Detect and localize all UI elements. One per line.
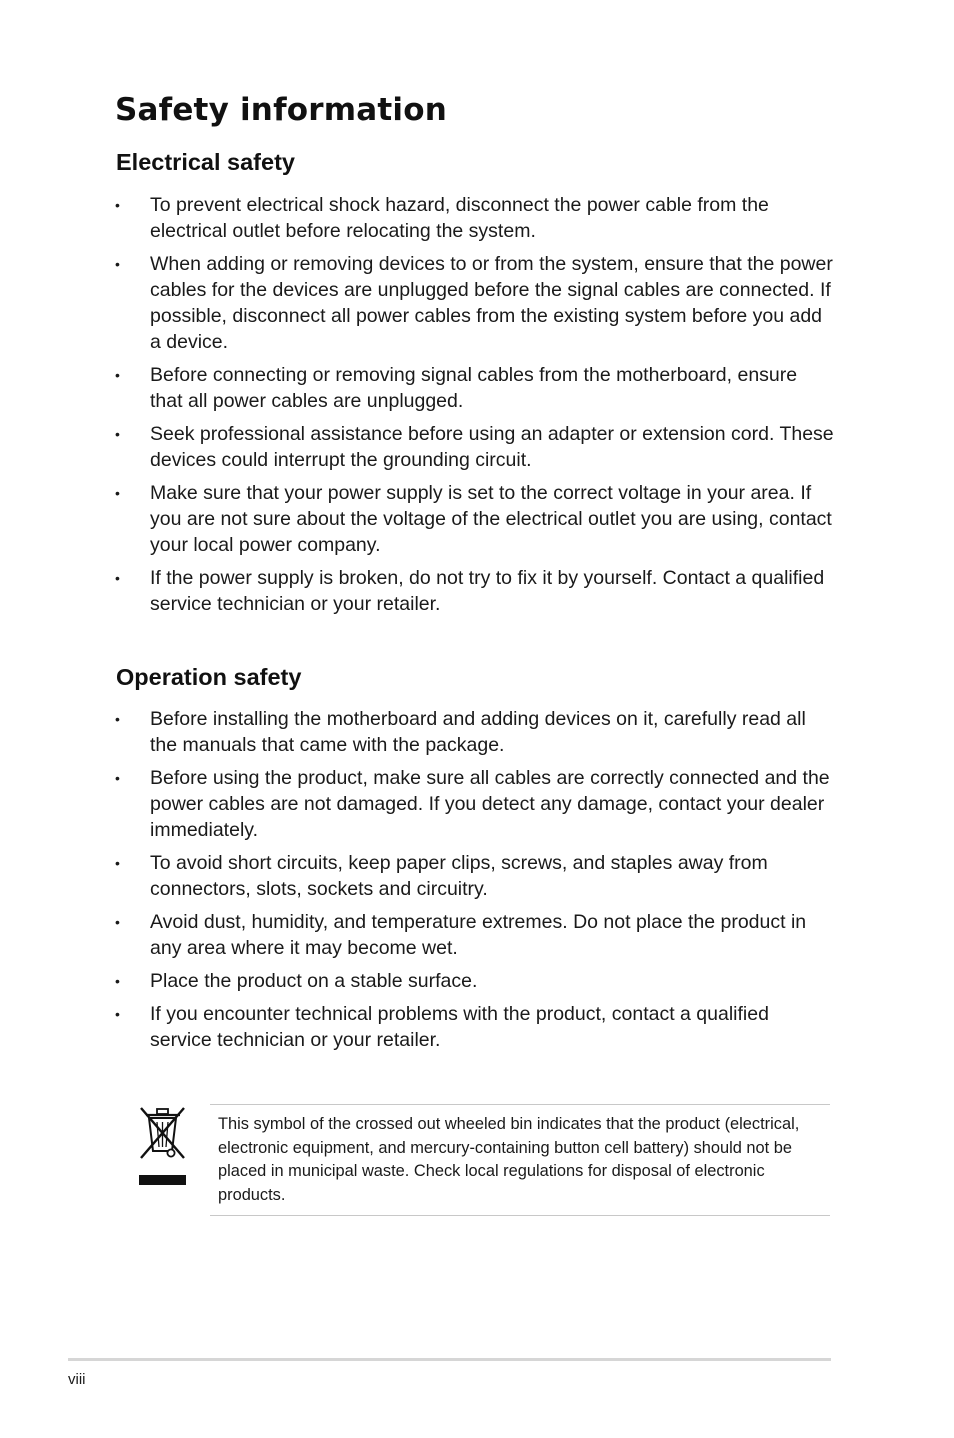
bullet: • bbox=[115, 855, 120, 871]
list-item-text: Before connecting or removing signal cables from the motherboard, ensure that all power cables are unplugged. bbox=[150, 364, 798, 412]
disposal-note bbox=[210, 1104, 830, 1216]
list-item bbox=[115, 565, 835, 617]
list-item-text: To avoid short circuits, keep paper clips, screws, and staples away from connectors, slots, sockets and circuitry. bbox=[150, 852, 768, 900]
list-item bbox=[115, 421, 835, 473]
list-item bbox=[115, 968, 835, 994]
list-item-text: Avoid dust, humidity, and temperature extremes. Do not place the product in any area where it may become wet. bbox=[150, 911, 807, 959]
page-title: Safety information bbox=[115, 92, 447, 128]
bullet: • bbox=[115, 256, 120, 272]
crossed-out-wheeled-bin-icon bbox=[136, 1102, 188, 1188]
list-item bbox=[115, 850, 835, 902]
list-item bbox=[115, 480, 835, 558]
list-item bbox=[115, 765, 835, 843]
bullet: • bbox=[115, 367, 120, 383]
list-item-text: To prevent electrical shock hazard, disconnect the power cable from the electrical outlet before relocating the system. bbox=[150, 194, 769, 242]
page-number: viii bbox=[68, 1371, 86, 1388]
list-item bbox=[115, 1001, 835, 1053]
electrical-safety-list bbox=[115, 192, 835, 624]
bullet: • bbox=[115, 426, 120, 442]
list-item bbox=[115, 706, 835, 758]
list-item-text: Before installing the motherboard and adding devices on it, carefully read all the manuals that came with the package. bbox=[150, 708, 806, 756]
footer-divider bbox=[68, 1358, 831, 1361]
bullet: • bbox=[115, 914, 120, 930]
list-item-text: Before using the product, make sure all cables are correctly connected and the power cables are not damaged. If you detect any damage, contact your dealer immediately. bbox=[150, 767, 830, 841]
list-item-text: Make sure that your power supply is set to the correct voltage in your area. If you are not sure about the voltage of the electrical outlet you are using, contact your local power company. bbox=[150, 482, 832, 556]
bullet: • bbox=[115, 711, 120, 727]
electrical-safety-heading: Electrical safety bbox=[116, 149, 295, 175]
list-item-text: When adding or removing devices to or from the system, ensure that the power cables for the devices are unplugged before the signal cables are connected. If possible, disconnect all power cables from the existing system before you add a device. bbox=[150, 253, 833, 353]
operation-safety-list bbox=[115, 706, 835, 1060]
bullet: • bbox=[115, 570, 120, 586]
list-item bbox=[115, 251, 835, 355]
list-item bbox=[115, 362, 835, 414]
list-item bbox=[115, 909, 835, 961]
bullet: • bbox=[115, 1006, 120, 1022]
list-item-text: If the power supply is broken, do not try to fix it by yourself. Contact a qualified service technician or your retailer. bbox=[150, 567, 825, 615]
disposal-note-text: This symbol of the crossed out wheeled bin indicates that the product (electrical, electronic equipment, and mercury-containing button cell battery) should not be placed in municipal waste. Check local regulations for disposal of electronic products. bbox=[218, 1115, 800, 1204]
operation-safety-heading: Operation safety bbox=[116, 664, 302, 690]
list-item-text: Seek professional assistance before using an adapter or extension cord. These devices could interrupt the grounding circuit. bbox=[150, 423, 834, 471]
bullet: • bbox=[115, 973, 120, 989]
bullet: • bbox=[115, 770, 120, 786]
list-item-text: If you encounter technical problems with the product, contact a qualified service technician or your retailer. bbox=[150, 1003, 769, 1051]
list-item bbox=[115, 192, 835, 244]
list-item-text: Place the product on a stable surface. bbox=[150, 970, 478, 992]
bullet: • bbox=[115, 197, 120, 213]
bullet: • bbox=[115, 485, 120, 501]
